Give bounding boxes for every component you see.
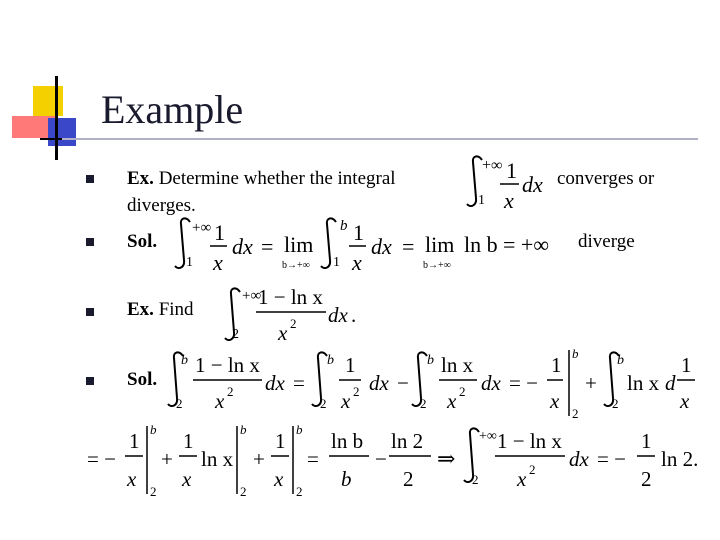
svg-text:=: = [293, 371, 305, 395]
svg-text:ln 2.: ln 2. [661, 447, 699, 471]
svg-text:1: 1 [551, 353, 562, 377]
svg-text:−: − [375, 447, 387, 471]
svg-text:b: b [240, 422, 247, 437]
svg-text:1: 1 [129, 429, 140, 453]
svg-text:x: x [550, 389, 560, 413]
svg-text:2: 2 [150, 484, 157, 499]
svg-text:b: b [617, 353, 624, 368]
svg-text:x: x [215, 389, 225, 413]
svg-text:2: 2 [459, 384, 466, 399]
svg-text:1: 1 [186, 255, 193, 270]
svg-text:2: 2 [572, 406, 579, 421]
slide-logo [0, 0, 110, 170]
svg-text:lim: lim [425, 232, 455, 257]
svg-text:x: x [274, 467, 284, 491]
bullet-2-after: diverge [578, 231, 635, 252]
svg-text:2: 2 [403, 467, 414, 491]
svg-text:x: x [504, 188, 514, 213]
bullet-1-after: converges or [557, 168, 655, 189]
svg-text:1 − ln x: 1 − ln x [258, 285, 323, 309]
svg-text:1: 1 [214, 220, 225, 245]
bullet-icon [86, 377, 94, 385]
svg-text:x: x [352, 250, 362, 275]
svg-text:lim: lim [284, 232, 314, 257]
svg-text:ln b: ln b [331, 429, 364, 453]
solution-1-limit [170, 212, 565, 276]
svg-text:dx: dx [371, 234, 392, 259]
svg-text:1: 1 [275, 429, 286, 453]
bullet-2-lead: Sol. [127, 231, 158, 252]
svg-text:2: 2 [176, 396, 183, 411]
svg-text:x: x [517, 467, 527, 491]
solution-2-parts [165, 346, 705, 422]
bullet-1-cont: diverges. [127, 195, 196, 216]
solution-2-result [85, 420, 705, 502]
svg-text:−: − [397, 371, 409, 395]
svg-text:+: + [253, 447, 265, 471]
svg-text:1 − ln x: 1 − ln x [195, 353, 260, 377]
svg-text:x: x [213, 250, 223, 275]
bullet-1-lead: Ex. [127, 168, 154, 189]
svg-text:+∞: +∞ [192, 220, 212, 236]
svg-text:dx: dx [369, 371, 389, 395]
svg-text:=: = [261, 234, 274, 259]
bullet-icon [86, 238, 94, 246]
svg-text:2: 2 [641, 467, 652, 491]
svg-text:= −: = − [597, 447, 626, 471]
svg-text:1: 1 [681, 353, 692, 377]
svg-text:2: 2 [529, 462, 536, 477]
svg-text:2: 2 [296, 484, 303, 499]
svg-text:x: x [182, 467, 192, 491]
svg-text:2: 2 [353, 384, 360, 399]
svg-text:1: 1 [506, 158, 517, 183]
svg-text:b: b [181, 353, 188, 368]
integral-1-over-x [462, 148, 557, 216]
svg-text:⇒: ⇒ [437, 446, 456, 471]
bullet-icon [86, 175, 94, 183]
svg-text:1: 1 [353, 220, 364, 245]
svg-text:b: b [572, 346, 579, 361]
svg-text:b: b [341, 467, 352, 491]
svg-text:2: 2 [420, 396, 427, 411]
svg-text:ln x: ln x [201, 447, 234, 471]
svg-text:+∞: +∞ [479, 429, 497, 444]
svg-text:b: b [327, 353, 334, 368]
svg-text:b→+∞: b→+∞ [423, 260, 451, 271]
svg-text:ln b: ln b [464, 232, 498, 257]
bullet-3-text: Ex. Find [127, 299, 194, 320]
svg-text:2: 2 [320, 396, 327, 411]
svg-text:1: 1 [345, 353, 356, 377]
bullet-icon [86, 308, 94, 316]
svg-text:2: 2 [232, 327, 239, 342]
svg-text:b: b [427, 353, 434, 368]
integral-2-expression [218, 282, 368, 348]
title-divider [62, 138, 698, 140]
svg-text:x: x [680, 389, 690, 413]
bullet-1-body: Determine whether the integral [153, 168, 396, 189]
svg-text:x: x [341, 389, 351, 413]
svg-text:1: 1 [478, 193, 485, 208]
svg-text:ln x: ln x [627, 371, 660, 395]
svg-text:.: . [351, 303, 357, 327]
svg-text:dx: dx [481, 371, 501, 395]
bullet-4-lead: Sol. [127, 369, 158, 390]
svg-text:2: 2 [240, 484, 247, 499]
svg-text:2: 2 [290, 316, 297, 331]
svg-text:dx: dx [328, 303, 348, 327]
svg-text:x: x [447, 389, 457, 413]
svg-text:1: 1 [333, 255, 340, 270]
svg-text:= −: = − [509, 371, 538, 395]
svg-text:d: d [665, 371, 676, 395]
svg-text:x: x [278, 321, 288, 345]
svg-text:1 − ln x: 1 − ln x [497, 429, 562, 453]
svg-text:2: 2 [227, 384, 234, 399]
svg-text:+: + [585, 371, 597, 395]
svg-text:2: 2 [472, 472, 479, 487]
svg-text:b→+∞: b→+∞ [282, 260, 310, 271]
svg-text:1: 1 [641, 429, 652, 453]
svg-text:+∞: +∞ [242, 288, 262, 304]
svg-text:2: 2 [612, 396, 619, 411]
svg-text:b: b [296, 422, 303, 437]
svg-text:=: = [307, 447, 319, 471]
svg-text:b: b [340, 218, 348, 234]
svg-text:ln x: ln x [441, 353, 474, 377]
svg-text:=: = [402, 234, 415, 259]
svg-text:x: x [127, 467, 137, 491]
svg-text:dx: dx [522, 172, 543, 197]
svg-text:+∞: +∞ [482, 157, 503, 174]
svg-text:1: 1 [183, 429, 194, 453]
svg-text:+: + [161, 447, 173, 471]
slide-title: Example [101, 87, 244, 132]
bullet-1-text [127, 168, 396, 190]
svg-text:dx: dx [265, 371, 285, 395]
svg-text:= −: = − [87, 447, 116, 471]
svg-text:= +∞: = +∞ [503, 232, 549, 257]
svg-text:ln 2: ln 2 [391, 429, 424, 453]
svg-text:dx: dx [232, 234, 253, 259]
svg-text:b: b [150, 422, 157, 437]
svg-text:dx: dx [569, 447, 589, 471]
